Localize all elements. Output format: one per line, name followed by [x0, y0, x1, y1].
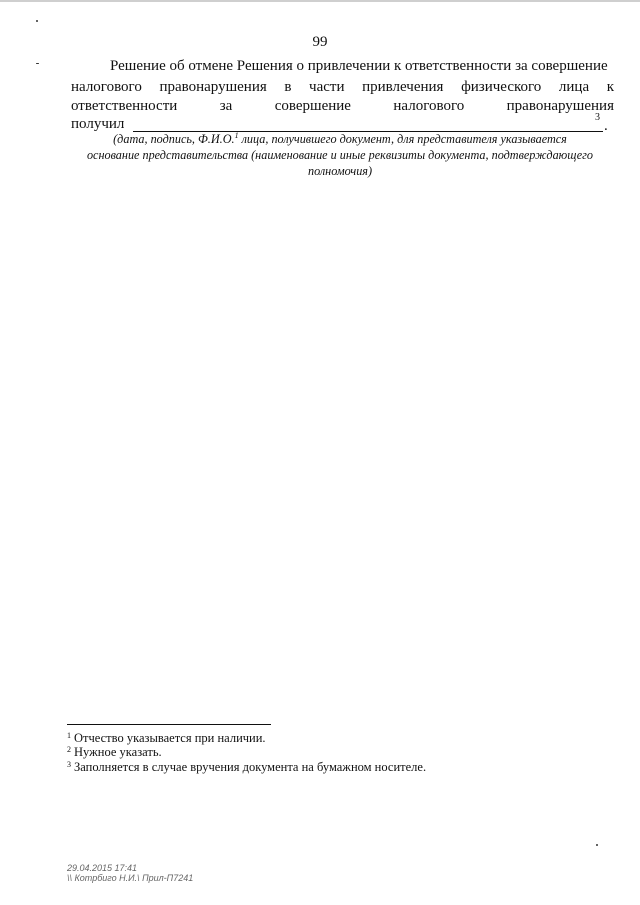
word: совершение — [274, 98, 351, 114]
scan-speck — [36, 20, 38, 22]
footnote-separator — [67, 724, 271, 725]
word: лица — [558, 79, 590, 95]
word: налогового — [71, 79, 142, 95]
body-line-1: Решение об отмене Решения о привлечении к ответственности за совершение — [110, 58, 608, 74]
footnote-3: $^3$ Заполняется в случае вручения документа на бумажном носителе. — [67, 760, 427, 774]
caption-footnote-ref: 1 — [234, 131, 239, 140]
footnote-ref-3: 3 — [595, 112, 600, 123]
word: в — [284, 79, 292, 95]
scan-speck — [36, 63, 39, 64]
word: правонарушения — [506, 98, 614, 114]
received-label: получил — [71, 116, 125, 132]
word: привлечения — [362, 79, 444, 95]
word: правонарушения — [159, 79, 267, 95]
caption-line-1: (дата, подпись, Ф.И.О.$^1$ лица, получившего документ, для представителя указывается — [113, 131, 567, 146]
footnote-1: $^1$ Отчество указывается при наличии. — [67, 731, 266, 745]
page-number: 99 — [312, 34, 328, 50]
scan-speck — [596, 844, 598, 846]
stamp-author: \\ Котрбиго Н.И.\ Прил-П7241 — [67, 873, 194, 883]
stamp-date: 29.04.2015 17:41 — [67, 863, 138, 873]
top-border — [0, 0, 640, 2]
body-line-3 — [71, 97, 614, 115]
word: к — [606, 79, 614, 95]
word: налогового — [393, 98, 465, 114]
end-period: . — [604, 118, 608, 134]
word: ответственности — [71, 98, 178, 114]
word: за — [219, 98, 233, 114]
word: физического — [461, 79, 542, 95]
body-line-2 — [71, 78, 614, 96]
caption-line-3: полномочия) — [307, 164, 373, 178]
word: части — [309, 79, 345, 95]
footnote-2: $^2$ Нужное указать. — [67, 745, 162, 759]
caption-line-2: основание представительства (наименование и иные реквизиты документа, подтверждающего — [86, 148, 594, 162]
